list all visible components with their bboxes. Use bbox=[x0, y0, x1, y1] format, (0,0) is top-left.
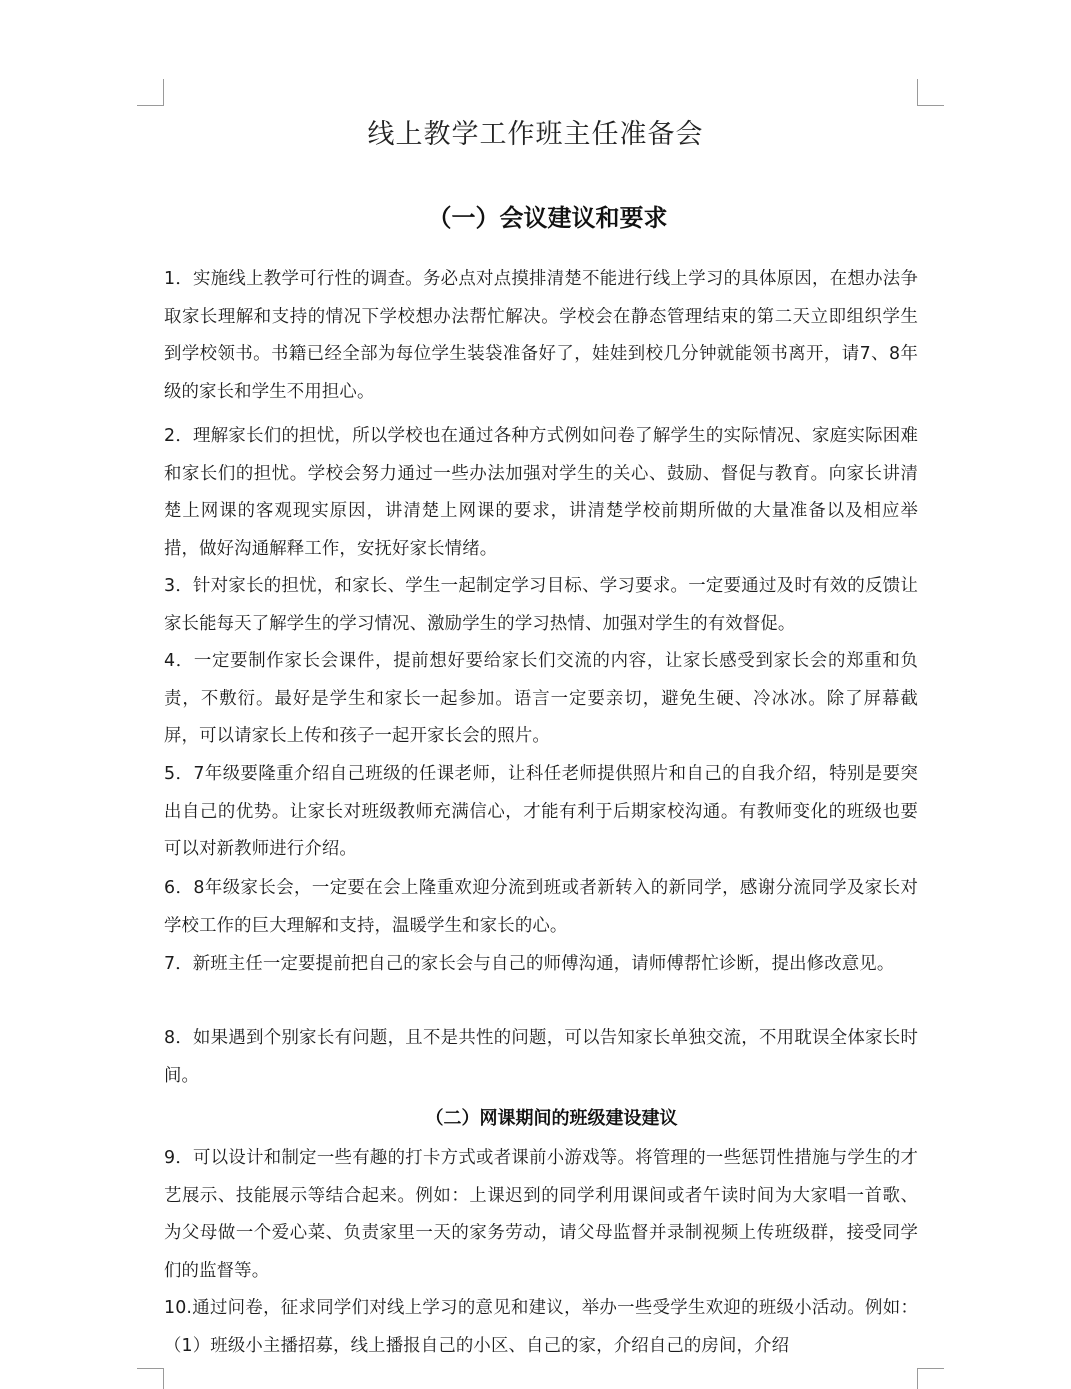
paragraph-8: 8．如果遇到个别家长有问题，且不是共性的问题，可以告知家长单独交流，不用耽误全体家长时间。 bbox=[164, 1028, 918, 1086]
page-corner-mark-bottom-right bbox=[917, 1368, 944, 1389]
section-heading-1: （一）会议建议和要求 bbox=[427, 204, 668, 232]
paragraph-10: 10.通过问卷，征求同学们对线上学习的意见和建议，举办一些受学生欢迎的班级小活动。例如：（1）班级小主播招募，线上播报自己的小区、自己的家，介绍自己的房间，介绍 bbox=[164, 1298, 918, 1356]
paragraph-9: 9．可以设计和制定一些有趣的打卡方式或者课前小游戏等。将管理的一些惩罚性措施与学生的才艺展示、技能展示等结合起来。例如：上课迟到的同学利用课间或者午读时间为大家唱一首歌、为父母做一个爱心菜、负责家里一天的家务劳动，请父母监督并录制视频上传班级群，接受同学们的监督等。 bbox=[164, 1148, 918, 1281]
paragraph-1: 1．实施线上教学可行性的调查。务必点对点摸排清楚不能进行线上学习的具体原因，在想办法争取家长理解和支持的情况下学校想办法帮忙解决。学校会在静态管理结束的第二天立即组织学生到学校领书。书籍已经全部为每位学生装袋准备好了，娃娃到校几分钟就能领书离开，请7、8年级的家长和学生不用担心。 bbox=[164, 269, 918, 402]
page-corner-mark-top-left bbox=[137, 79, 164, 106]
paragraph-3: 3．针对家长的担忧，和家长、学生一起制定学习目标、学习要求。一定要通过及时有效的反馈让家长能每天了解学生的学习情况、激励学生的学习热情、加强对学生的有效督促。 bbox=[164, 576, 918, 634]
paragraph-6: 6．8年级家长会，一定要在会上隆重欢迎分流到班或者新转入的新同学，感谢分流同学及家长对学校工作的巨大理解和支持，温暖学生和家长的心。 bbox=[164, 878, 918, 936]
paragraph-4: 4．一定要制作家长会课件，提前想好要给家长们交流的内容，让家长感受到家长会的郑重和负责，不敷衍。最好是学生和家长一起参加。语言一定要亲切，避免生硬、冷冰冰。除了屏幕截屏，可以请家长上传和孩子一起开家长会的照片。 bbox=[164, 651, 918, 746]
page-corner-mark-top-right bbox=[917, 79, 944, 106]
paragraph-5: 5．7年级要隆重介绍自己班级的任课老师，让科任老师提供照片和自己的自我介绍，特别是要突出自己的优势。让家长对班级教师充满信心，才能有利于后期家校沟通。有教师变化的班级也要可以对新教师进行介绍。 bbox=[164, 764, 918, 859]
section-heading-2: （二）网课期间的班级建设建议 bbox=[425, 1108, 678, 1129]
paragraph-2: 2．理解家长们的担忧，所以学校也在通过各种方式例如问卷了解学生的实际情况、家庭实际困难和家长们的担忧。学校会努力通过一些办法加强对学生的关心、鼓励、督促与教育。向家长讲清楚上网课的客观现实原因，讲清楚上网课的要求，讲清楚学校前期所做的大量准备以及相应举措，做好沟通解释工作，安抚好家长情绪。 bbox=[164, 426, 918, 559]
paragraph-7: 7．新班主任一定要提前把自己的家长会与自己的师傅沟通，请师傅帮忙诊断，提出修改意见。 bbox=[164, 954, 895, 974]
document-title: 线上教学工作班主任准备会 bbox=[367, 119, 704, 150]
page-corner-mark-bottom-left bbox=[137, 1368, 164, 1389]
